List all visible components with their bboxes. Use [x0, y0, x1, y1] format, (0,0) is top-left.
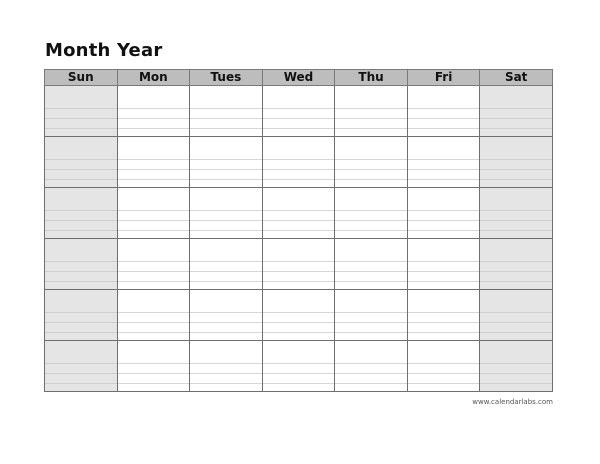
day-cell-thu[interactable] [335, 239, 408, 290]
ruled-line [263, 281, 335, 282]
ruled-line [190, 108, 262, 109]
ruled-line [408, 179, 480, 180]
day-cell-thu[interactable] [335, 86, 408, 137]
ruled-line [408, 159, 480, 160]
ruled-line [408, 261, 480, 262]
ruled-line [263, 230, 335, 231]
ruled-line [335, 373, 407, 374]
week-row [45, 290, 553, 341]
ruled-line [190, 271, 262, 272]
ruled-line [335, 159, 407, 160]
day-cell-sat[interactable] [480, 239, 553, 290]
ruled-line [480, 383, 552, 384]
ruled-line [118, 312, 190, 313]
day-cell-sat[interactable] [480, 137, 553, 188]
day-cell-sun[interactable] [45, 290, 118, 341]
calendar-body [45, 86, 553, 392]
ruled-line [263, 179, 335, 180]
ruled-line [335, 108, 407, 109]
ruled-line [45, 230, 117, 231]
day-cell-fri[interactable] [407, 188, 480, 239]
weekday-header-row [45, 70, 553, 86]
day-cell-mon[interactable] [117, 290, 190, 341]
ruled-line [263, 363, 335, 364]
ruled-line [190, 230, 262, 231]
ruled-line [45, 169, 117, 170]
ruled-line [190, 159, 262, 160]
ruled-line [190, 118, 262, 119]
ruled-line [118, 179, 190, 180]
ruled-line [263, 169, 335, 170]
ruled-line [480, 230, 552, 231]
ruled-line [335, 312, 407, 313]
day-cell-fri[interactable] [407, 341, 480, 392]
ruled-line [118, 210, 190, 211]
ruled-line [263, 312, 335, 313]
ruled-line [190, 281, 262, 282]
ruled-line [263, 210, 335, 211]
ruled-line [45, 261, 117, 262]
ruled-line [118, 271, 190, 272]
ruled-line [45, 373, 117, 374]
ruled-line [480, 128, 552, 129]
ruled-line [480, 322, 552, 323]
ruled-line [480, 169, 552, 170]
ruled-line [45, 363, 117, 364]
ruled-line [480, 363, 552, 364]
ruled-line [45, 322, 117, 323]
header-thu: Thu [335, 70, 408, 86]
ruled-line [335, 230, 407, 231]
day-cell-tues[interactable] [190, 290, 263, 341]
ruled-line [45, 108, 117, 109]
day-cell-sun[interactable] [45, 188, 118, 239]
day-cell-tues[interactable] [190, 86, 263, 137]
day-cell-sun[interactable] [45, 137, 118, 188]
day-cell-tues[interactable] [190, 239, 263, 290]
week-row [45, 341, 553, 392]
day-cell-tues[interactable] [190, 188, 263, 239]
ruled-line [480, 220, 552, 221]
day-cell-mon[interactable] [117, 188, 190, 239]
ruled-line [480, 118, 552, 119]
day-cell-fri[interactable] [407, 137, 480, 188]
day-cell-wed[interactable] [262, 86, 335, 137]
day-cell-mon[interactable] [117, 341, 190, 392]
day-cell-tues[interactable] [190, 341, 263, 392]
ruled-line [190, 373, 262, 374]
ruled-line [190, 179, 262, 180]
week-row [45, 86, 553, 137]
ruled-line [408, 118, 480, 119]
ruled-line [408, 128, 480, 129]
ruled-line [408, 363, 480, 364]
ruled-line [263, 128, 335, 129]
ruled-line [45, 220, 117, 221]
week-row [45, 137, 553, 188]
day-cell-sat[interactable] [480, 290, 553, 341]
ruled-line [263, 118, 335, 119]
ruled-line [408, 312, 480, 313]
ruled-line [263, 261, 335, 262]
ruled-line [45, 159, 117, 160]
ruled-line [118, 159, 190, 160]
ruled-line [45, 118, 117, 119]
header-tues: Tues [190, 70, 263, 86]
ruled-line [118, 363, 190, 364]
day-cell-thu[interactable] [335, 188, 408, 239]
ruled-line [190, 169, 262, 170]
day-cell-fri[interactable] [407, 86, 480, 137]
header-wed: Wed [262, 70, 335, 86]
ruled-line [118, 281, 190, 282]
ruled-line [45, 179, 117, 180]
ruled-line [45, 332, 117, 333]
header-sat: Sat [480, 70, 553, 86]
ruled-line [190, 322, 262, 323]
ruled-line [263, 383, 335, 384]
day-cell-sat[interactable] [480, 86, 553, 137]
ruled-line [190, 383, 262, 384]
week-row [45, 239, 553, 290]
ruled-line [45, 210, 117, 211]
footer-url: www.calendarlabs.com [472, 398, 553, 406]
day-cell-wed[interactable] [262, 188, 335, 239]
ruled-line [190, 312, 262, 313]
week-row [45, 188, 553, 239]
ruled-line [118, 373, 190, 374]
ruled-line [263, 322, 335, 323]
ruled-line [480, 210, 552, 211]
day-cell-thu[interactable] [335, 290, 408, 341]
day-cell-mon[interactable] [117, 239, 190, 290]
ruled-line [263, 159, 335, 160]
day-cell-sun[interactable] [45, 86, 118, 137]
ruled-line [335, 281, 407, 282]
ruled-line [480, 312, 552, 313]
day-cell-sun[interactable] [45, 239, 118, 290]
ruled-line [480, 281, 552, 282]
ruled-line [263, 373, 335, 374]
header-sun: Sun [45, 70, 118, 86]
ruled-line [118, 128, 190, 129]
day-cell-thu[interactable] [335, 137, 408, 188]
ruled-line [45, 383, 117, 384]
header-fri: Fri [407, 70, 480, 86]
ruled-line [480, 159, 552, 160]
ruled-line [480, 373, 552, 374]
ruled-line [408, 322, 480, 323]
ruled-line [335, 261, 407, 262]
ruled-line [335, 322, 407, 323]
ruled-line [45, 128, 117, 129]
ruled-line [118, 383, 190, 384]
ruled-line [118, 220, 190, 221]
day-cell-wed[interactable] [262, 290, 335, 341]
ruled-line [263, 271, 335, 272]
ruled-line [118, 169, 190, 170]
day-cell-sat[interactable] [480, 188, 553, 239]
day-cell-wed[interactable] [262, 137, 335, 188]
ruled-line [190, 210, 262, 211]
ruled-line [335, 118, 407, 119]
ruled-line [263, 332, 335, 333]
day-cell-wed[interactable] [262, 239, 335, 290]
ruled-line [263, 220, 335, 221]
ruled-line [335, 179, 407, 180]
day-cell-wed[interactable] [262, 341, 335, 392]
ruled-line [190, 128, 262, 129]
ruled-line [335, 271, 407, 272]
ruled-line [408, 108, 480, 109]
day-cell-fri[interactable] [407, 239, 480, 290]
ruled-line [408, 210, 480, 211]
ruled-line [335, 383, 407, 384]
ruled-line [408, 281, 480, 282]
ruled-line [118, 118, 190, 119]
ruled-line [408, 271, 480, 272]
day-cell-fri[interactable] [407, 290, 480, 341]
ruled-line [45, 271, 117, 272]
day-cell-sun[interactable] [45, 341, 118, 392]
ruled-line [118, 230, 190, 231]
ruled-line [190, 332, 262, 333]
page-title: Month Year [45, 40, 163, 61]
ruled-line [408, 169, 480, 170]
ruled-line [335, 332, 407, 333]
day-cell-sat[interactable] [480, 341, 553, 392]
ruled-line [190, 261, 262, 262]
day-cell-thu[interactable] [335, 341, 408, 392]
ruled-line [335, 128, 407, 129]
ruled-line [335, 169, 407, 170]
ruled-line [118, 322, 190, 323]
ruled-line [45, 312, 117, 313]
day-cell-tues[interactable] [190, 137, 263, 188]
ruled-line [45, 281, 117, 282]
ruled-line [118, 332, 190, 333]
ruled-line [480, 261, 552, 262]
ruled-line [118, 108, 190, 109]
ruled-line [190, 363, 262, 364]
calendar-grid [44, 69, 553, 392]
ruled-line [480, 332, 552, 333]
ruled-line [408, 383, 480, 384]
ruled-line [190, 220, 262, 221]
day-cell-mon[interactable] [117, 86, 190, 137]
ruled-line [408, 373, 480, 374]
ruled-line [335, 210, 407, 211]
ruled-line [263, 108, 335, 109]
day-cell-mon[interactable] [117, 137, 190, 188]
ruled-line [408, 230, 480, 231]
ruled-line [480, 179, 552, 180]
header-mon: Mon [117, 70, 190, 86]
ruled-line [335, 220, 407, 221]
ruled-line [480, 271, 552, 272]
ruled-line [118, 261, 190, 262]
ruled-line [408, 220, 480, 221]
ruled-line [335, 363, 407, 364]
ruled-line [408, 332, 480, 333]
ruled-line [480, 108, 552, 109]
